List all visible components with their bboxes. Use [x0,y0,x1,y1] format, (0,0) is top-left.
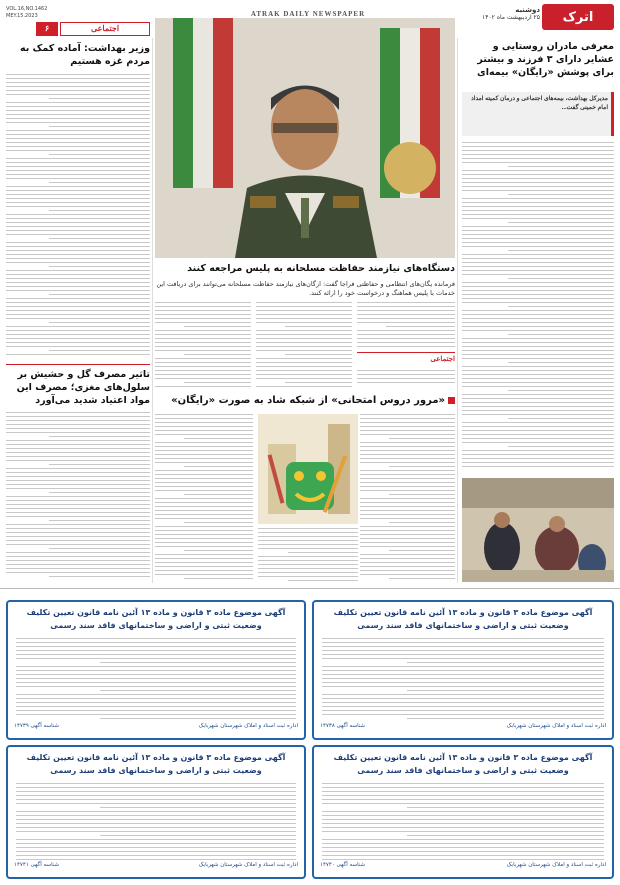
issue-date-fa: ۲۵ اردیبهشت ماه ۱۴۰۲ [482,14,540,21]
page-number: ۶ [36,22,58,36]
ad1-body [322,638,604,722]
center-section-badge: اجتماعی [430,356,455,363]
right-headline[interactable]: معرفی مادران روستایی و عشایر دارای ۳ فرزند و بیشتر برای پوشش «رایگان» بیمه‌ای [477,41,614,78]
date-en: MEY.15.2023 [6,13,38,19]
ads-divider [0,588,620,589]
english-masthead: ATRAK DAILY NEWSPAPER [250,10,366,18]
rural-scene-illustration [462,478,614,582]
rural-women-photo [462,478,614,582]
issue-date [466,6,540,28]
police-commander-photo [155,18,455,258]
ad1-office: اداره ثبت اسناد و املاک شهرستان شهربابک [506,723,606,729]
ad3-body [322,783,604,861]
shad-logo-icon [258,414,358,524]
ad1-code: شناسه آگهی ۱۴۷۳۸ [320,723,366,729]
left-divider [6,364,150,365]
right-lead-box: مدیرکل بهداشت، بیمه‌های اجتماعی و درمان کمیته امداد امام خمینی گفت... [462,92,614,136]
newspaper-logo[interactable]: اترک [542,4,614,30]
ad2-title: آگهی موضوع ماده ۳ قانون و ماده ۱۳ آئین نامه قانون تعیین تکلیف وضعیت ثبتی و اراضی و ساختمانهای فاقد سند رسمی [26,608,286,630]
ad2-body [16,638,296,722]
ad4-title: آگهی موضوع ماده ۳ قانون و ماده ۱۳ آئین نامه قانون تعیین تکلیف وضعیت ثبتی و اراضی و ساختمانهای فاقد سند رسمی [26,753,286,775]
shad-headline[interactable] [155,394,455,408]
legal-ad-2 [6,600,306,740]
left-story2-body [6,412,150,580]
ad4-body [16,783,296,861]
left-column [6,40,150,580]
volume-info [6,6,58,20]
left-story1-title[interactable]: وزیر بهداشت: آماده کمک به مردم غزه هستیم [20,43,150,67]
ad1-title: آگهی موضوع ماده ۳ قانون و ماده ۱۳ آئین نامه قانون تعیین تکلیف وضعیت ثبتی و اراضی و ساختمانهای فاقد سند رسمی [333,608,593,630]
ad3-office: اداره ثبت اسناد و املاک شهرستان شهربابک [506,862,606,868]
photo-illustration [155,18,455,258]
ad2-office: اداره ثبت اسناد و املاک شهرستان شهربابک [198,723,298,729]
center-subhead: فرمانده یگان‌های انتظامی و حفاظتی فراجا گفت: ارگان‌های نیازمند حفاظت مسلحانه می‌توانند برای دریافت این خدمات با پلیس هماهنگ و درخواست خود را ارائه کنند. [156,280,455,297]
shad-col3-body [360,414,455,584]
volume-number: VOL.16,NO.1462 [6,6,48,12]
left-story1-body [6,74,150,360]
headline-bullet-icon [448,397,455,404]
left-story2-title[interactable]: تاثیر مصرف گل و حشیش بر سلول‌های مغزی؛ مصرف این مواد اعتیاد شدید می‌آورد [16,369,150,406]
center-col3-body [357,302,455,348]
ad3-code: شناسه آگهی ۱۴۷۴۰ [320,862,366,868]
column-separator-right [457,38,458,583]
ad3-title: آگهی موضوع ماده ۳ قانون و ماده ۱۳ آئین نامه قانون تعیین تکلیف وضعیت ثبتی و اراضی و ساختمانهای فاقد سند رسمی [333,753,593,775]
legal-ad-1 [312,600,614,740]
shad-col1-body [155,414,253,584]
legal-ad-3 [312,745,614,879]
center-headline[interactable]: دستگاه‌های نیازمند حفاظت مسلحانه به پلیس مراجعه کنند [187,263,455,274]
right-body [462,142,614,472]
column-separator [152,38,153,583]
issue-day: دوشنبه [515,6,540,14]
shad-col2-body [258,528,358,584]
shad-headline-text: «مرور دروس امتحانی» از شبکه شاد به صورت «رایگان» [171,395,445,406]
legal-ad-4 [6,745,306,879]
center-col2-body [256,302,352,388]
center-col1-body [155,302,251,388]
shad-app-illustration [258,414,358,524]
center-rule [357,352,455,353]
ad2-code: شناسه آگهی ۱۴۷۳۹ [14,723,60,729]
ad4-code: شناسه آگهی ۱۴۷۴۱ [14,862,60,868]
ad4-office: اداره ثبت اسناد و املاک شهرستان شهربابک [198,862,298,868]
center-col3-body2 [357,370,455,388]
section-label: اجتماعی [60,22,150,36]
